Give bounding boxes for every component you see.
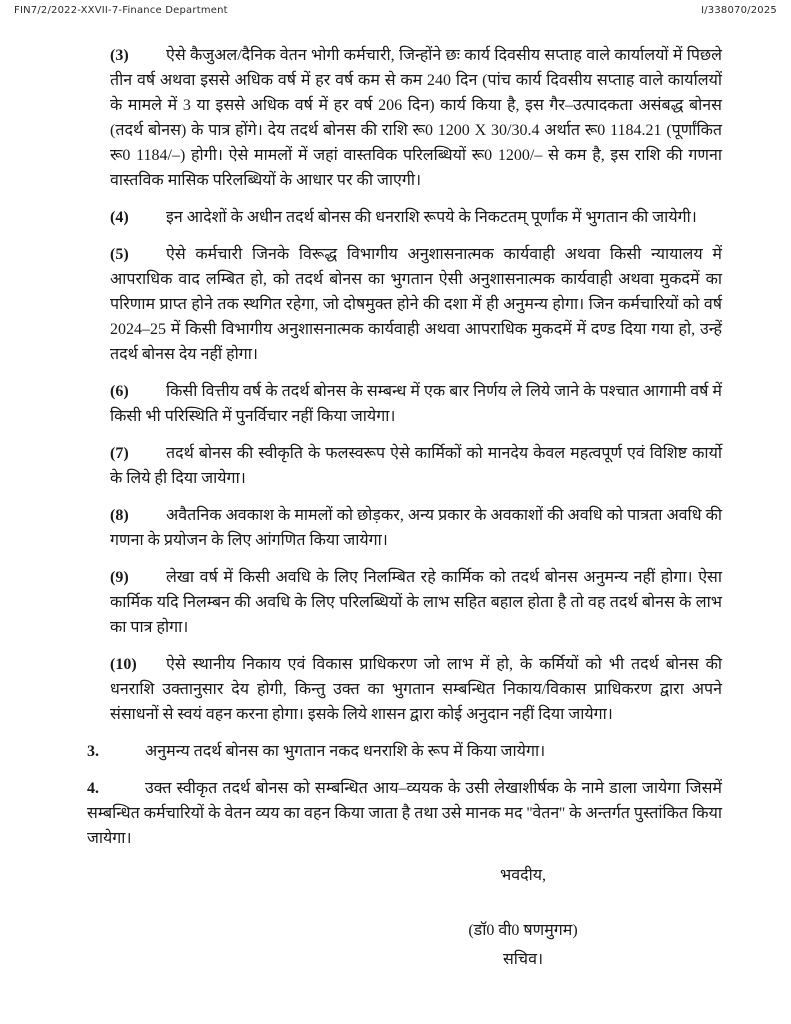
sub-paragraph-number: (9) <box>110 569 129 586</box>
sub-paragraph-number: (3) <box>110 47 129 64</box>
sub-paragraph-number: (8) <box>110 507 129 524</box>
main-item-text: अनुमन्य तदर्थ बोनस का भुगतान नकद धनराशि के रूप में किया जायेगा। <box>145 743 546 760</box>
sub-paragraph-number: (10) <box>110 656 137 673</box>
sub-paragraph-number: (6) <box>110 383 129 400</box>
signature-salutation: भवदीय, <box>499 867 547 884</box>
sub-paragraph-text: ऐसे कर्मचारी जिनके विरूद्ध विभागीय अनुशासनात्मक कार्यवाही अथवा किसी न्यायालय में आपराधिक वाद लम्बित हो, को तदर्थ बोनस का भुगतान ऐसी अनुशासनात्मक कार्यवाही अथवा मुकदमें का परिणाम प्राप्त होने तक स्थगित रहेगा, जो दोषमुक्त होने की दशा में ही अनुमन्य होगा। जिन कर्मचारियों को वर्ष 2024–25 में किसी विभागीय अनुशासनात्मक कार्यवाही अथवा आपराधिक मुकदमें में दण्ड दिया गया हो, उन्हें तदर्थ बोनस देय नहीं होगा। <box>110 246 722 363</box>
signature-block <box>428 863 618 972</box>
sub-paragraph-text: लेखा वर्ष में किसी अवधि के लिए निलम्बित रहे कार्मिक को तदर्थ बोनस अनुमन्य नहीं होगा। ऐसा कार्मिक यदि निलम्बन की अवधि के लिए परिलब्धियों के लाभ सहित बहाल होता है तो वह तदर्थ बोनस के लाभ का पात्र होगा। <box>110 569 722 636</box>
sub-paragraph-7 <box>110 441 722 491</box>
main-item-number: 4. <box>87 780 99 797</box>
sub-paragraph-text: तदर्थ बोनस की स्वीकृति के फलस्वरूप ऐसे कार्मिकों को मानदेय केवल महत्वपूर्ण एवं विशिष्ट कार्यो के लिये ही दिया जायेगा। <box>110 445 722 487</box>
sub-paragraph-number: (7) <box>110 445 129 462</box>
sub-paragraph-9 <box>110 565 722 640</box>
sub-paragraph-text: अवैतनिक अवकाश के मामलों को छोड़कर, अन्य प्रकार के अवकाशों की अवधि को पात्रता अवधि की गणना के प्रयोजन के लिए आंगणित किया जायेगा। <box>110 507 722 549</box>
sub-paragraph-4 <box>110 205 722 230</box>
sub-paragraph-text: इन आदेशों के अधीन तदर्थ बोनस की धनराशि रूपये के निकटतम् पूर्णांक में भुगतान की जायेगी। <box>166 209 697 226</box>
signatory-designation: सचिव। <box>502 951 544 968</box>
sub-paragraph-6 <box>110 379 722 429</box>
sub-paragraph-5 <box>110 242 722 367</box>
document-header <box>0 0 791 16</box>
sub-paragraph-8 <box>110 503 722 553</box>
document-body <box>0 16 791 972</box>
signatory-name: (डॉ0 वी0 षणमुगम) <box>468 922 578 939</box>
sub-paragraph-3 <box>110 43 722 193</box>
main-item-number: 3. <box>87 743 99 760</box>
main-item-3 <box>87 739 722 764</box>
file-reference-number: FIN7/2/2022-XXVII-7-Finance Department <box>14 5 228 16</box>
sub-paragraph-text: किसी वित्तीय वर्ष के तदर्थ बोनस के सम्बन्ध में एक बार निर्णय ले लिये जाने के पश्चात आगामी वर्ष में किसी भी परिस्थिति में पुनर्विचार नहीं किया जायेगा। <box>110 383 722 425</box>
sub-paragraph-text: ऐसे स्थानीय निकाय एवं विकास प्राधिकरण जो लाभ में हो, के कर्मियों को भी तदर्थ बोनस की धनराशि उक्तानुसार देय होगी, किन्तु उक्त का भुगतान सम्बन्धित निकाय/विकास प्राधिकरण द्वारा अपने संसाधनों से स्वयं वहन करना होगा। इसके लिये शासन द्वारा कोई अनुदान नहीं दिया जायेगा। <box>110 656 722 723</box>
sub-paragraph-10 <box>110 652 722 727</box>
dispatch-id: I/338070/2025 <box>701 5 777 16</box>
sub-paragraph-text: ऐसे कैजुअल/दैनिक वेतन भोगी कर्मचारी, जिन्होंने छः कार्य दिवसीय सप्ताह वाले कार्यालयों में पिछले तीन वर्ष अथवा इससे अधिक वर्ष में हर वर्ष कम से कम 240 दिन (पांच कार्य दिवसीय सप्ताह वाले कार्यालयों के मामले में 3 या इससे अधिक वर्ष में हर वर्ष 206 दिन) कार्य किया है, इस गैर–उत्पादकता असंबद्ध बोनस (तदर्थ बोनस) के पात्र होंगे। देय तदर्थ बोनस की राशि रू0 1200 X 30/30.4 अर्थात रू0 1184.21 (पूर्णांकित रू0 1184/–) होगी। ऐसे मामलों में जहां वास्तविक परिलब्धियों रू0 1200/– से कम है, इस राशि की गणना वास्तविक मासिक परिलब्धियों के आधार पर की जाएगी। <box>110 47 722 189</box>
main-item-4 <box>87 776 722 851</box>
sub-paragraph-number: (5) <box>110 246 129 263</box>
sub-paragraph-number: (4) <box>110 209 129 226</box>
main-item-text: उक्त स्वीकृत तदर्थ बोनस को सम्बन्धित आय–व्ययक के उसी लेखाशीर्षक के नामे डाला जायेगा जिसमें सम्बन्धित कर्मचारियों के वेतन व्यय का वहन किया जाता है तथा उसे मानक मद ''वेतन'' के अन्तर्गत पुस्तांकित किया जायेगा। <box>87 780 722 847</box>
